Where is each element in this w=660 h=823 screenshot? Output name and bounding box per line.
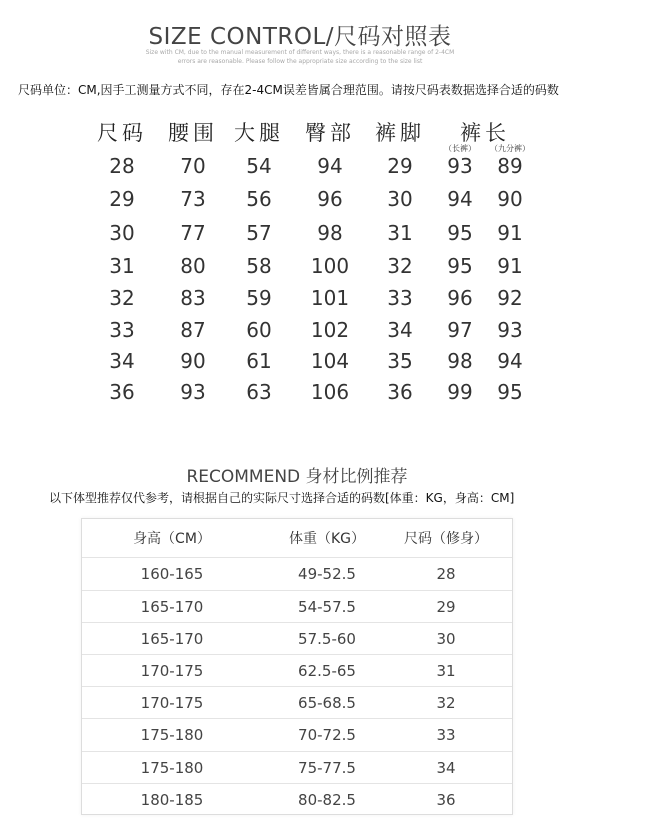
recommend-cell: 170-175 <box>140 694 204 712</box>
recommend-cell: 65-68.5 <box>298 694 356 712</box>
table-row <box>82 622 512 655</box>
recommend-cell: 33 <box>436 726 456 744</box>
table-row <box>82 590 512 623</box>
size-table-cell: 96 <box>447 286 473 310</box>
size-table-cell: 34 <box>387 318 413 342</box>
size-table-cell: 93 <box>447 154 473 178</box>
table-row <box>82 686 512 719</box>
size-table-cell: 33 <box>109 318 135 342</box>
recommend-cell: 32 <box>436 694 456 712</box>
size-table-cell: 31 <box>109 254 135 278</box>
unit-note: 尺码单位：CM,因手工测量方式不同，存在2-4CM误差皆属合理范围。请按尺码表数据选择合适的码数 <box>18 83 559 97</box>
recommend-cell: 34 <box>436 759 456 777</box>
size-table-cell: 31 <box>387 221 413 245</box>
recommend-header-cell: 身高（CM） <box>133 531 211 547</box>
recommend-cell: 165-170 <box>140 598 204 616</box>
recommend-cell: 75-77.5 <box>298 759 356 777</box>
recommend-header-cell: 体重（KG） <box>288 531 366 547</box>
size-table-cell: 80 <box>180 254 206 278</box>
size-table-cell: 94 <box>317 154 343 178</box>
size-table-cell: 92 <box>497 286 523 310</box>
size-table-cell: 61 <box>246 349 272 373</box>
size-table-cell: 97 <box>447 318 473 342</box>
size-table-cell: 32 <box>109 286 135 310</box>
table-row <box>82 654 512 687</box>
recommend-cell: 170-175 <box>140 662 204 680</box>
recommend-cell: 180-185 <box>140 791 204 809</box>
recommend-cell: 36 <box>436 791 456 809</box>
size-table-cell: 95 <box>447 254 473 278</box>
size-table-cell: 87 <box>180 318 206 342</box>
size-table-cell: 95 <box>447 221 473 245</box>
size-table-cell: 94 <box>497 349 523 373</box>
recommend-cell: 54-57.5 <box>298 598 356 616</box>
size-table-cell: 101 <box>310 286 350 310</box>
size-table-cell: 36 <box>109 380 135 404</box>
size-table-cell: 60 <box>246 318 272 342</box>
size-header-cell: 腰围 <box>168 121 218 145</box>
recommend-cell: 80-82.5 <box>298 791 356 809</box>
recommend-cell: 62.5-65 <box>298 662 356 680</box>
recommend-cell: 175-180 <box>140 726 204 744</box>
size-table-cell: 100 <box>310 254 350 278</box>
recommend-cell: 49-52.5 <box>298 565 356 583</box>
size-table-cell: 30 <box>109 221 135 245</box>
size-table-cell: 98 <box>317 221 343 245</box>
size-table-cell: 104 <box>310 349 350 373</box>
size-header-cell: 裤长 <box>460 121 510 145</box>
recommend-cell: 30 <box>436 630 456 648</box>
size-table-cell: 58 <box>246 254 272 278</box>
recommend-header-cell: 尺码（修身） <box>404 531 488 547</box>
size-table-cell: 29 <box>109 187 135 211</box>
table-row <box>82 718 512 751</box>
recommend-note: 以下体型推荐仅代参考，请根据自己的实际尺寸选择合适的码数[体重：KG，身高：CM] <box>49 491 515 505</box>
size-table-cell: 54 <box>246 154 272 178</box>
size-table-cell: 36 <box>387 380 413 404</box>
length-sub-label: （长裤） <box>444 144 476 153</box>
table-row <box>82 557 512 590</box>
size-table-cell: 83 <box>180 286 206 310</box>
size-table-cell: 28 <box>109 154 135 178</box>
recommend-cell: 29 <box>436 598 456 616</box>
size-header-cell: 臀部 <box>305 121 355 145</box>
size-table-cell: 29 <box>387 154 413 178</box>
recommend-header-row <box>82 523 512 555</box>
size-table-cell: 77 <box>180 221 206 245</box>
size-header-cell: 裤脚 <box>375 121 425 145</box>
recommend-cell: 28 <box>436 565 456 583</box>
recommend-cell: 160-165 <box>140 565 204 583</box>
length-sub-label: （九分裤） <box>490 144 530 153</box>
table-row <box>82 751 512 784</box>
size-table-cell: 56 <box>246 187 272 211</box>
size-table-cell: 70 <box>180 154 206 178</box>
size-table-cell: 93 <box>497 318 523 342</box>
size-table-cell: 90 <box>180 349 206 373</box>
recommend-cell: 57.5-60 <box>298 630 356 648</box>
size-table-cell: 91 <box>497 254 523 278</box>
recommend-cell: 70-72.5 <box>298 726 356 744</box>
size-table-cell: 35 <box>387 349 413 373</box>
size-table-cell: 93 <box>180 380 206 404</box>
size-table-cell: 34 <box>109 349 135 373</box>
size-table-cell: 63 <box>246 380 272 404</box>
size-table-cell: 89 <box>497 154 523 178</box>
size-table-cell: 96 <box>317 187 343 211</box>
size-table-cell: 94 <box>447 187 473 211</box>
table-row <box>82 783 512 816</box>
size-table-cell: 106 <box>310 380 350 404</box>
size-table-cell: 98 <box>447 349 473 373</box>
page-subtitle: Size with CM, due to the manual measurement of different ways, there is a reasonable range of 2-4CM errors are reasonable. Please follow the appropriate size according to the size list <box>145 49 455 65</box>
size-table-cell: 57 <box>246 221 272 245</box>
size-table-cell: 99 <box>447 380 473 404</box>
size-table-cell: 102 <box>310 318 350 342</box>
recommend-cell: 165-170 <box>140 630 204 648</box>
size-table-cell: 90 <box>497 187 523 211</box>
size-table-cell: 91 <box>497 221 523 245</box>
size-table-cell: 95 <box>497 380 523 404</box>
size-table-cell: 33 <box>387 286 413 310</box>
recommend-table <box>81 518 513 815</box>
recommend-title: RECOMMEND 身材比例推荐 <box>186 467 408 487</box>
size-table-cell: 73 <box>180 187 206 211</box>
recommend-cell: 31 <box>436 662 456 680</box>
recommend-cell: 175-180 <box>140 759 204 777</box>
size-table-cell: 30 <box>387 187 413 211</box>
size-header-cell: 大腿 <box>234 121 284 145</box>
page-title: SIZE CONTROL/尺码对照表 <box>148 24 452 50</box>
size-header-cell: 尺码 <box>97 121 147 145</box>
size-table-cell: 59 <box>246 286 272 310</box>
size-table-cell: 32 <box>387 254 413 278</box>
